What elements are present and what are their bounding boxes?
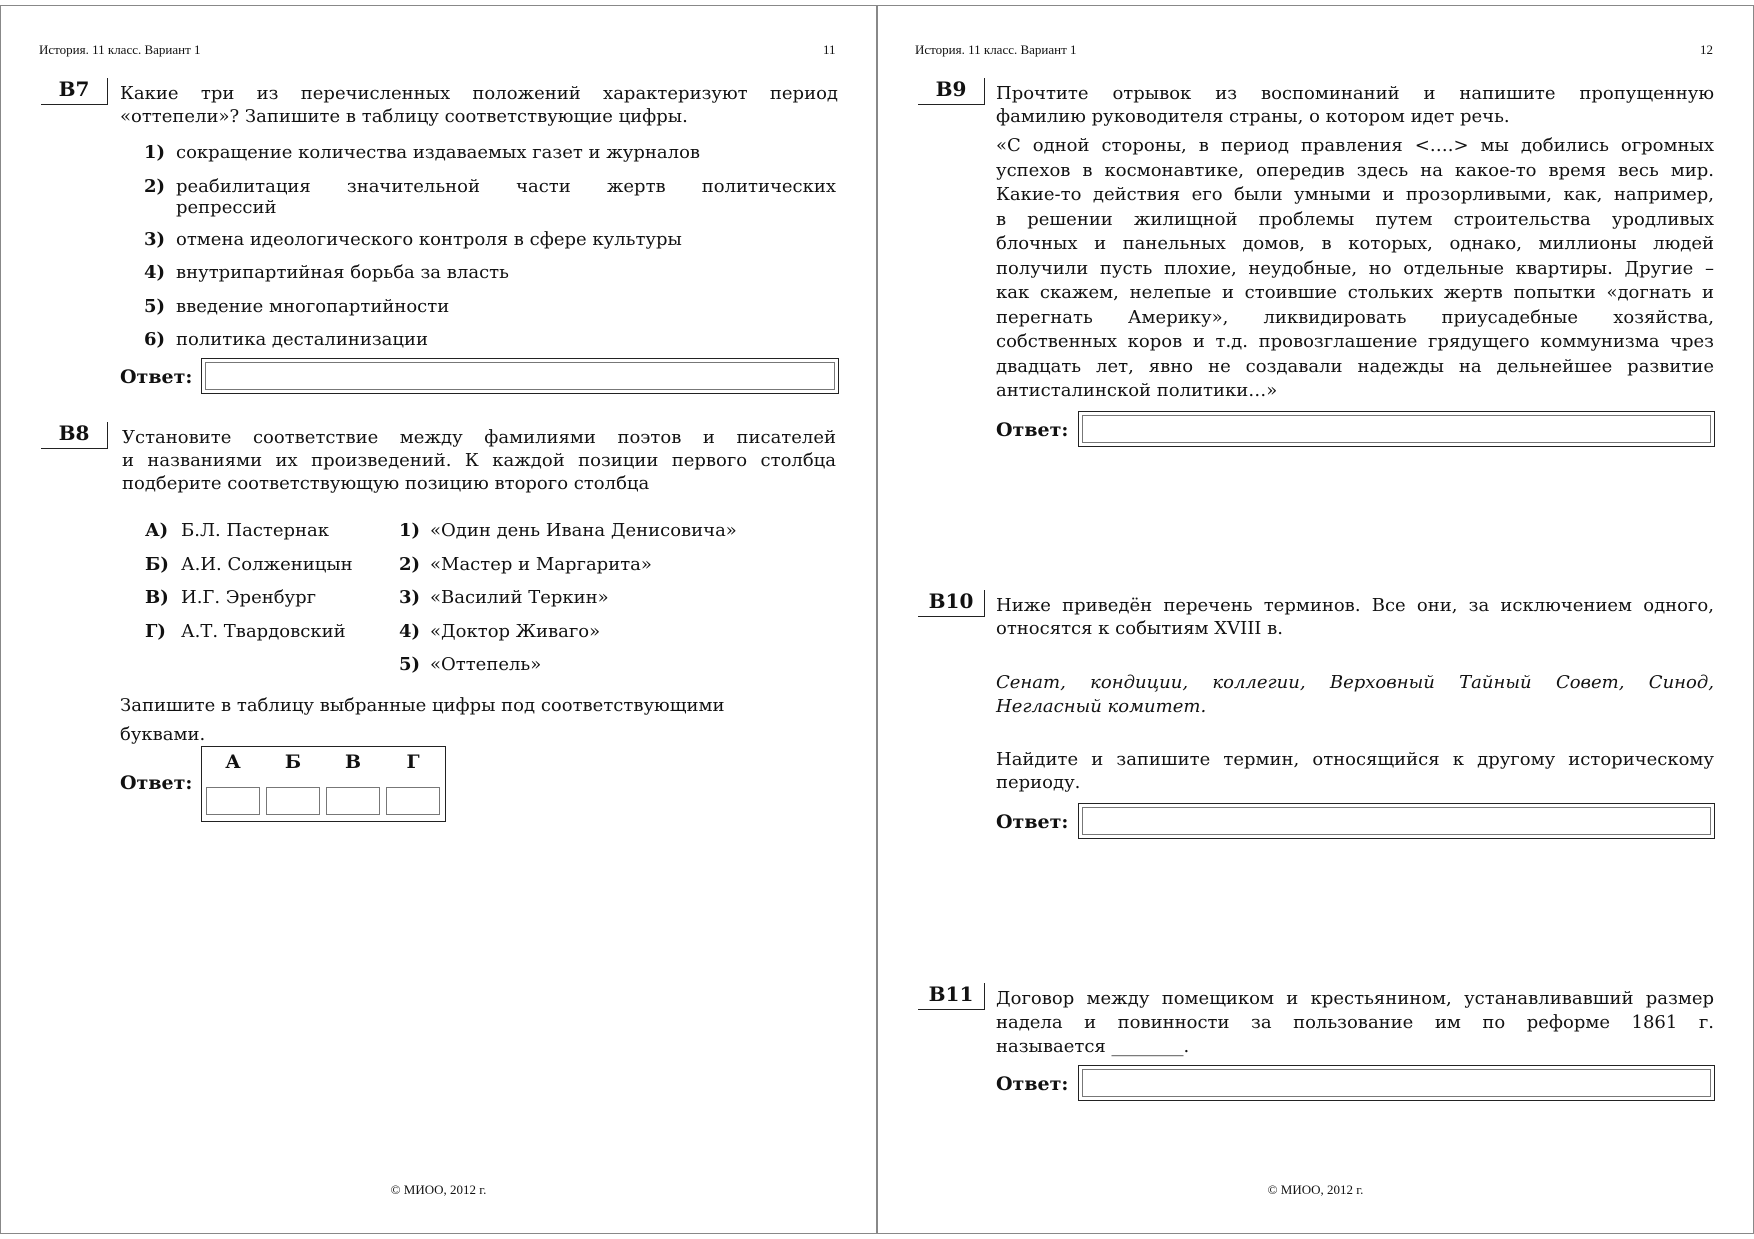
b10-terms-line2: Негласный комитет.	[996, 696, 1207, 717]
quote-line: как скажем, нелепые и стоившие стольких жертв попытки «догнать и	[996, 282, 1714, 303]
answer-cell-v[interactable]	[326, 787, 380, 815]
quote-line: блочных и панельных домов, в которых, однако, миллионы людей	[996, 233, 1714, 254]
b7-answer-label: Ответ:	[120, 366, 193, 388]
table-header-b: Б	[284, 751, 302, 773]
task-code-b8: B8	[41, 422, 108, 449]
b8-instruction-line2: буквами.	[120, 724, 206, 745]
b9-quote	[996, 134, 1714, 404]
work-number: 2)	[399, 554, 421, 575]
work-title: «Оттепель»	[430, 654, 542, 675]
b11-question	[996, 987, 1714, 1059]
option-text: реабилитация значительной части жертв политических	[176, 176, 836, 197]
right-page	[877, 5, 1754, 1234]
b11-question-line3: называется ________.	[996, 1036, 1190, 1057]
page-number: 12	[1700, 42, 1713, 57]
author-letter: В)	[145, 587, 169, 608]
quote-line: «С одной стороны, в период правления <….> мы добились огромных	[996, 135, 1714, 156]
author-name: А.И. Солженицын	[181, 554, 353, 575]
work-title: «Один день Ивана Денисовича»	[430, 520, 737, 541]
b9-question	[996, 82, 1714, 128]
option-number: 1)	[144, 142, 166, 163]
b9-question-line1: Прочтите отрывок из воспоминаний и напишите пропущенную	[996, 83, 1714, 104]
page-number: 11	[823, 42, 836, 57]
b11-answer-label: Ответ:	[996, 1073, 1069, 1095]
b7-question	[120, 82, 838, 128]
b8-question-line1: Установите соответствие между фамилиями поэтов и писателей	[122, 427, 836, 448]
task-code-b9: B9	[918, 78, 985, 105]
b10-terms-line1: Сенат, кондиции, коллегии, Верховный Тайный Совет, Синод,	[996, 672, 1714, 693]
quote-line: антисталинской политики…»	[996, 380, 1278, 401]
quote-line: перегнать Америку», ликвидировать приусадебные хозяйства,	[996, 306, 1714, 328]
work-number: 3)	[399, 587, 421, 608]
quote-line: получили пусть плохие, неудобные, но отдельные квартиры. Другие –	[996, 257, 1714, 279]
b9-question-line2: фамилию руководителя страны, о котором идет речь.	[996, 106, 1510, 127]
option-text: политика десталинизации	[176, 329, 428, 350]
b11-answer-field[interactable]	[1078, 1065, 1715, 1101]
task-code-b10: B10	[918, 590, 985, 617]
option-number: 6)	[144, 329, 166, 350]
author-letter: Г)	[145, 621, 166, 642]
task-code-b11: B11	[918, 983, 985, 1010]
table-header-a: А	[225, 751, 241, 773]
page-footer: © МИОО, 2012 г.	[1267, 1182, 1364, 1197]
option-number: 5)	[144, 296, 166, 317]
b9-answer-field[interactable]	[1078, 411, 1715, 447]
work-title: «Мастер и Маргарита»	[430, 554, 652, 575]
work-number: 5)	[399, 654, 421, 675]
option-text: сокращение количества издаваемых газет и журналов	[176, 142, 701, 163]
left-page	[0, 5, 877, 1234]
work-title: «Василий Теркин»	[430, 587, 609, 608]
work-number: 4)	[399, 621, 421, 642]
page-header: История. 11 класс. Вариант 1	[915, 42, 1077, 57]
option-number: 4)	[144, 262, 166, 283]
b10-terms	[996, 671, 1714, 719]
b8-question	[122, 426, 836, 495]
page-footer: © МИОО, 2012 г.	[390, 1182, 487, 1197]
option-text-cont: репрессий	[176, 197, 277, 218]
b10-question	[996, 594, 1714, 640]
author-letter: А)	[145, 520, 169, 541]
page-header: История. 11 класс. Вариант 1	[39, 42, 201, 57]
quote-line: в решении жилищной проблемы путем строительства уродливых	[996, 208, 1714, 230]
answer-cell-b[interactable]	[266, 787, 320, 815]
author-name: И.Г. Эренбург	[181, 587, 317, 608]
option-text: внутрипартийная борьба за власть	[176, 262, 509, 283]
b7-answer-field[interactable]	[201, 358, 839, 394]
b8-instruction-line1: Запишите в таблицу выбранные цифры под соответствующими	[120, 695, 725, 716]
option-text: введение многопартийности	[176, 296, 450, 317]
b10-question-line1: Ниже приведён перечень терминов. Все они, за исключением одного,	[996, 595, 1714, 616]
work-title: «Доктор Живаго»	[430, 621, 601, 642]
b10-task-line1: Найдите и запишите термин, относящийся к другому историческому	[996, 749, 1714, 770]
quote-line: успехов в космонавтике, опередив здесь на какое-то время весь мир.	[996, 159, 1714, 181]
b8-question-line3: подберите соответствующую позицию второго столбца	[122, 473, 650, 494]
b10-task	[996, 748, 1714, 794]
author-name: А.Т. Твардовский	[181, 621, 346, 642]
b10-task-line2: периоду.	[996, 772, 1081, 793]
b10-answer-label: Ответ:	[996, 811, 1069, 833]
quote-line: Какие-то действия его были умными и прозорливыми, как, например,	[996, 184, 1714, 205]
b8-answer-label: Ответ:	[120, 772, 193, 794]
quote-line: двадцать лет, явно не создавали надежды на дельнейшее развитие	[996, 355, 1714, 377]
b10-question-line2: относятся к событиям XVIII в.	[996, 618, 1283, 639]
b11-question-line1: Договор между помещиком и крестьянином, устанавливавший размер	[996, 988, 1714, 1009]
answer-cell-a[interactable]	[206, 787, 260, 815]
author-name: Б.Л. Пастернак	[181, 520, 330, 541]
table-header-v: В	[344, 751, 362, 773]
b8-question-line2: и названиями их произведений. К каждой позиции первого столбца	[122, 450, 836, 471]
b8-instruction	[120, 691, 800, 749]
b9-answer-label: Ответ:	[996, 419, 1069, 441]
table-header-g: Г	[406, 751, 420, 773]
answer-cell-g[interactable]	[386, 787, 440, 815]
author-letter: Б)	[145, 554, 169, 575]
option-number: 3)	[144, 229, 166, 250]
b10-answer-field[interactable]	[1078, 803, 1715, 839]
b7-question-line1: Какие три из перечисленных положений характеризуют период	[120, 83, 838, 104]
task-code-b7: B7	[41, 78, 108, 105]
option-text: отмена идеологического контроля в сфере культуры	[176, 229, 682, 250]
b11-question-line2: надела и повинности за пользование им по реформе 1861 г.	[996, 1012, 1714, 1033]
work-number: 1)	[399, 520, 421, 541]
b7-question-line2: «оттепели»? Запишите в таблицу соответствующие цифры.	[120, 106, 688, 127]
option-number: 2)	[144, 176, 166, 197]
quote-line: собственных коров и т.д. провозглашение грядущего коммунизма чрез	[996, 331, 1714, 352]
b8-answer-table	[201, 746, 446, 822]
